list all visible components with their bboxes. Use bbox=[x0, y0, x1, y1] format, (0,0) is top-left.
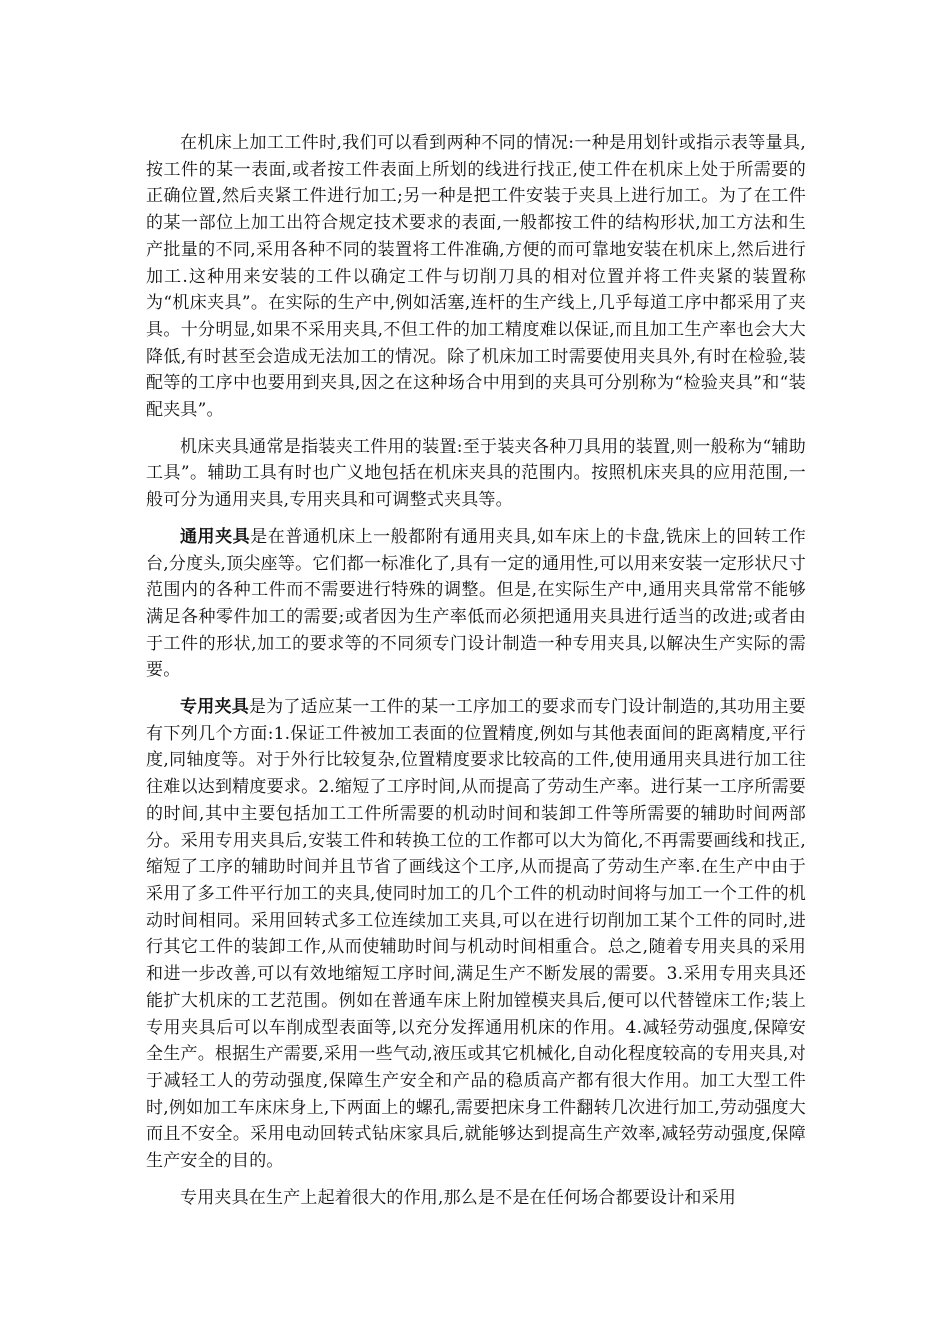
term-general-fixture: 通用夹具 bbox=[180, 526, 251, 547]
document-page bbox=[146, 130, 806, 1221]
paragraph-5-text: 专用夹具在生产上起着很大的作用,那么是不是在任何场合都要设计和采用 bbox=[180, 1187, 737, 1208]
paragraph-4-text: 是为了适应某一工件的某一工序加工的要求而专门设计制造的,其功用主要有下列几个方面:1.保证工件被加工表面的位置精度,例如与其他表面间的距离精度,平行度,同轴度等。对于外行比较复杂,位置精度要求比较高的工件,使用通用夹具进行加工往往难以达到精度要求。2.缩短了工序时间,从而提高了劳动生产率。进行某一工序所需要的时间,其中主要包括加工工件所需要的机动时间和装卸工件等所需要的辅助时间两部分。采用专用夹具后,安装工件和转换工位的工作都可以大为简化,不再需要画线和找正,缩短了工序的辅助时间并且节省了画线这个工序,从而提高了劳动生产率.在生产中由于采用了多工件平行加工的夹具,使同时加工的几个工件的机动时间将与加工一个工件的机动时间相同。采用回转式多工位连续加工夹具,可以在进行切削加工某个工件的同时,进行其它工件的装卸工作,从而使辅助时间与机动时间相重合。总之,随着专用夹具的采用和进一步改善,可以有效地缩短工序时间,满足生产不断发展的需要。3.采用专用夹具还能扩大机床的工艺范围。例如在普通车床上附加镗模夹具后,便可以代替镗床工作;装上专用夹具后可以车削成型表面等,以充分发挥通用机床的作用。4.减轻劳动强度,保障安全生产。根据生产需要,采用一些气动,液压或其它机械化,自动化程度较高的专用夹具,对于减轻工人的劳动强度,保障生产安全和产品的稳质高产都有很大作用。加工大型工件时,例如加工车床床身上,下两面上的螺孔,需要把床身工件翻转几次进行加工,劳动强度大而且不安全。采用电动回转式钻床家具后,就能够达到提高生产效率,减轻劳动强度,保障生产安全的目的。 bbox=[146, 697, 806, 1172]
paragraph-3-text: 是在普通机床上一般都附有通用夹具,如车床上的卡盘,铣床上的回转工作台,分度头,顶尖座等。它们都一标准化了,具有一定的通用性,可以用来安装一定形状尺寸范围内的各种工件而不需要进行特殊的调整。但是,在实际生产中,通用夹具常常不能够满足各种零件加工的需要;或者因为生产率低而必须把通用夹具进行适当的改进;或者由于工件的形状,加工的要求等的不同须专门设计制造一种专用夹具,以解决生产实际的需要。 bbox=[146, 526, 807, 681]
paragraph-3 bbox=[146, 524, 806, 684]
paragraph-4 bbox=[146, 694, 806, 1175]
paragraph-1 bbox=[146, 130, 806, 424]
paragraph-2 bbox=[146, 434, 806, 514]
paragraph-2-text: 机床夹具通常是指装夹工件用的装置:至于装夹各种刀具用的装置,则一般称为“辅助工具”。辅助工具有时也广义地包括在机床夹具的范围内。按照机床夹具的应用范围,一般可分为通用夹具,专用夹具和可调整式夹具等。 bbox=[146, 436, 806, 511]
term-special-fixture: 专用夹具 bbox=[180, 697, 249, 718]
paragraph-1-text: 在机床上加工工件时,我们可以看到两种不同的情况:一种是用划针或指示表等量具,按工件的某一表面,或者按工件表面上所划的线进行找正,使工件在机床上处于所需要的正确位置,然后夹紧工件进行加工;另一种是把工件安装于夹具上进行加工。为了在工件的某一部位上加工出符合规定技术要求的表面,一般都按工件的结构形状,加工方法和生产批量的不同,采用各种不同的装置将工件准确,方便的而可靠地安装在机床上,然后进行加工.这种用来安装的工件以确定工件与切削刀具的相对位置并将工件夹紧的装置称为“机床夹具”。在实际的生产中,例如活塞,连杆的生产线上,几乎每道工序中都采用了夹具。十分明显,如果不采用夹具,不但工件的加工精度难以保证,而且加工生产率也会大大降低,有时甚至会造成无法加工的情况。除了机床加工时需要使用夹具外,有时在检验,装配等的工序中也要用到夹具,因之在这种场合中用到的夹具可分别称为“检验夹具”和“装配夹具”。 bbox=[146, 133, 806, 421]
paragraph-5 bbox=[146, 1185, 806, 1212]
